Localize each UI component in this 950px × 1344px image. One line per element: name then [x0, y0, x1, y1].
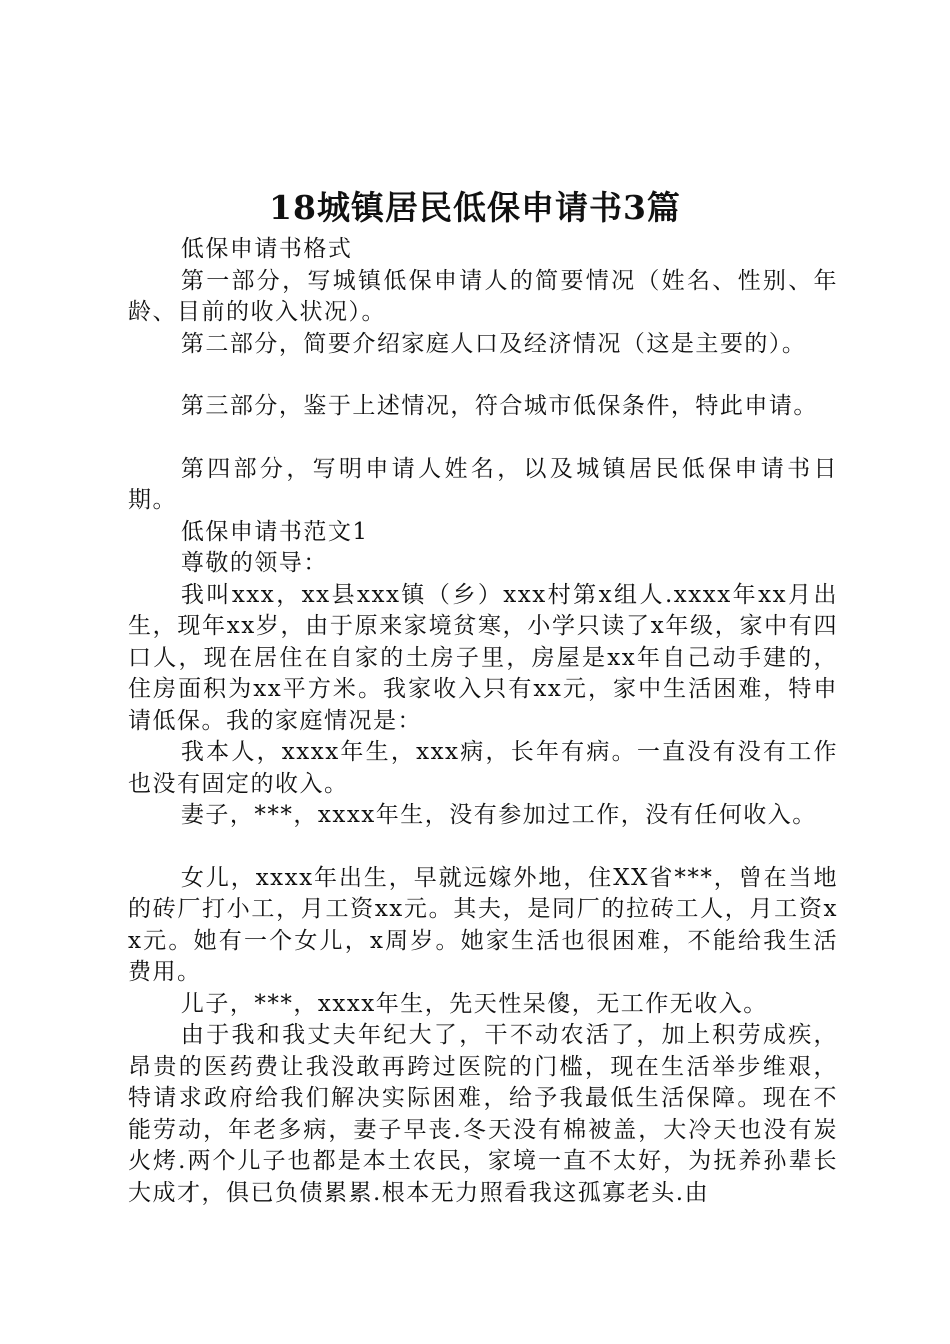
section-heading-sample: 低保申请书范文1 — [180, 518, 369, 545]
paragraph-request: 由于我和我丈夫年纪大了，干不动农活了，加上积劳成疾，昂贵的医药费让我没敢再跨过医院的门槛，现在生活举步维艰，特请求政府给我们解决实际困难，给予我最低生活保障。现在不能劳动，年老多病，妻子早丧.冬天没有棉被盖，大冷天也没有炭火烤.两个儿子也都是本土农民，家境一直不太好，为抚养孙辈长大成才，俱已负债累累.根本无力照看我这孤寡老头.由 — [128, 1022, 838, 1206]
paragraph-part-two: 第二部分，简要介绍家庭人口及经济情况（这是主要的）。 — [180, 330, 807, 357]
paragraph-part-three: 第三部分，鉴于上述情况，符合城市低保条件，特此申请。 — [180, 393, 818, 419]
salutation: 尊敬的领导： — [180, 550, 328, 576]
section-heading-format: 低保申请书格式 — [180, 236, 353, 262]
paragraph-daughter: 女儿，xxxx年出生，早就远嫁外地，住XX省***，曾在当地的砖厂打小工，月工资xx元。其夫，是同厂的拉砖工人，月工资xx元。她有一个女儿，x周岁。她家生活也很困难，不能给我生活费用。 — [128, 864, 838, 985]
paragraph-son: 儿子，***，xxxx年生，先天性呆傻，无工作无收入。 — [180, 990, 768, 1017]
document-title: 18城镇居民低保申请书3篇 — [269, 188, 681, 227]
paragraph-part-four: 第四部分，写明申请人姓名，以及城镇居民低保申请书日期。 — [128, 455, 838, 513]
paragraph-wife: 妻子，***，xxxx年生，没有参加过工作，没有任何收入。 — [180, 802, 817, 828]
paragraph-part-one: 第一部分，写城镇低保申请人的简要情况（姓名、性别、年龄、目前的收入状况）。 — [128, 267, 838, 325]
paragraph-self: 我本人，xxxx年生，xxx病，长年有病。一直没有没有工作也没有固定的收入。 — [128, 739, 838, 797]
paragraph-self-intro: 我叫xxx，xx县xxx镇（乡）xxx村第x组人.xxxx年xx月出生，现年xx岁，由于原来家境贫寒，小学只读了x年级，家中有四口人，现在居住在自家的土房子里，房屋是xx年自己动手建的，住房面积为xx平方米。我家收入只有xx元，家中生活困难，特申请低保。我的家庭情况是： — [128, 581, 838, 734]
document-body — [128, 234, 838, 1209]
